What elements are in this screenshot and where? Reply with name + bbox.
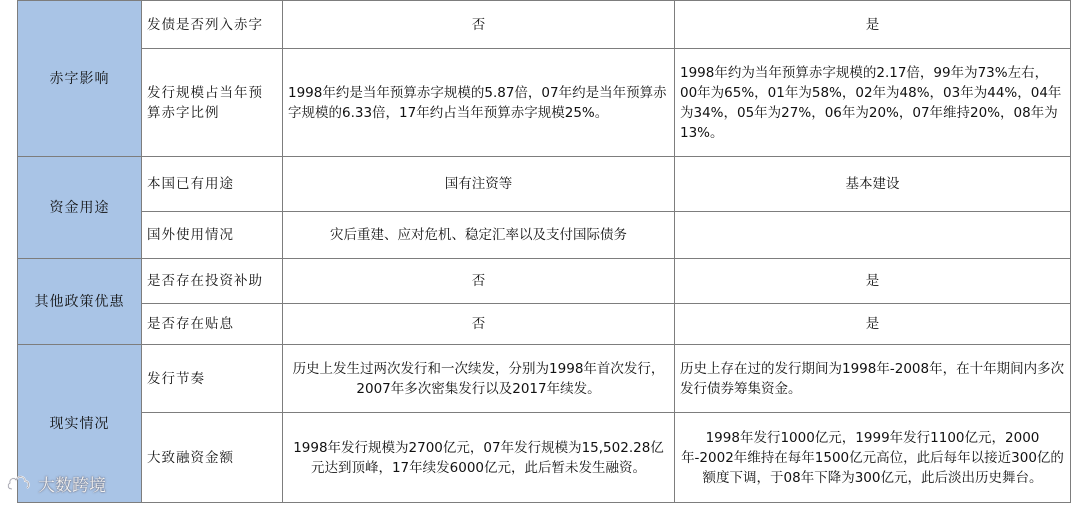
table-row bbox=[18, 1, 1071, 49]
cell-value bbox=[675, 212, 1071, 259]
table-row bbox=[18, 304, 1071, 345]
cell-value: 1998年发行规模为2700亿元，07年发行规模为15,502.28亿元达到顶峰，17年续发6000亿元，此后暂未发生融资。 bbox=[283, 413, 675, 503]
cell-value: 否 bbox=[283, 259, 675, 304]
table-row bbox=[18, 49, 1071, 157]
table-row bbox=[18, 212, 1071, 259]
comparison-table bbox=[17, 0, 1071, 503]
row-label: 是否存在投资补助 bbox=[142, 259, 283, 304]
row-label: 大致融资金额 bbox=[142, 413, 283, 503]
row-label: 国外使用情况 bbox=[142, 212, 283, 259]
cell-value: 是 bbox=[675, 1, 1071, 49]
cell-value: 是 bbox=[675, 304, 1071, 345]
cell-value: 否 bbox=[283, 304, 675, 345]
cell-value: 国有注资等 bbox=[283, 157, 675, 212]
cell-value: 灾后重建、应对危机、稳定汇率以及支付国际债务 bbox=[283, 212, 675, 259]
category-fund-use: 资金用途 bbox=[18, 157, 142, 259]
table-row bbox=[18, 157, 1071, 212]
category-reality: 现实情况 bbox=[18, 345, 142, 503]
cell-value: 1998年约为当年预算赤字规模的2.17倍，99年为73%左右，00年为65%，01年为58%，02年为48%，03年为44%，04年为34%，05年为27%，06年为20%，07年维持20%，08年为13%。 bbox=[675, 49, 1071, 157]
watermark-text: 大数跨境 bbox=[38, 475, 106, 496]
row-label: 发行节奏 bbox=[142, 345, 283, 413]
cloud-logo-icon bbox=[6, 473, 32, 493]
cell-value: 否 bbox=[283, 1, 675, 49]
table-row bbox=[18, 259, 1071, 304]
table-row bbox=[18, 413, 1071, 503]
row-label: 发行规模占当年预算赤字比例 bbox=[142, 49, 283, 157]
cell-value: 基本建设 bbox=[675, 157, 1071, 212]
category-other-policy: 其他政策优惠 bbox=[18, 259, 142, 345]
table-row bbox=[18, 345, 1071, 413]
row-label: 发债是否列入赤字 bbox=[142, 1, 283, 49]
cell-value: 1998年发行1000亿元，1999年发行1100亿元，2000年-2002年维持在每年1500亿元高位，此后每年以接近300亿的额度下调，于08年下降为300亿元，此后淡出历史舞台。 bbox=[675, 413, 1071, 503]
watermark bbox=[0, 468, 140, 498]
row-label: 是否存在贴息 bbox=[142, 304, 283, 345]
cell-value: 历史上发生过两次发行和一次续发，分别为1998年首次发行，2007年多次密集发行以及2017年续发。 bbox=[283, 345, 675, 413]
cell-value: 1998年约是当年预算赤字规模的5.87倍，07年约是当年预算赤字规模的6.33倍，17年约占当年预算赤字规模25%。 bbox=[283, 49, 675, 157]
cell-value: 历史上存在过的发行期间为1998年-2008年，在十年期间内多次发行债券筹集资金。 bbox=[675, 345, 1071, 413]
cell-value: 是 bbox=[675, 259, 1071, 304]
category-deficit: 赤字影响 bbox=[18, 1, 142, 157]
row-label: 本国已有用途 bbox=[142, 157, 283, 212]
